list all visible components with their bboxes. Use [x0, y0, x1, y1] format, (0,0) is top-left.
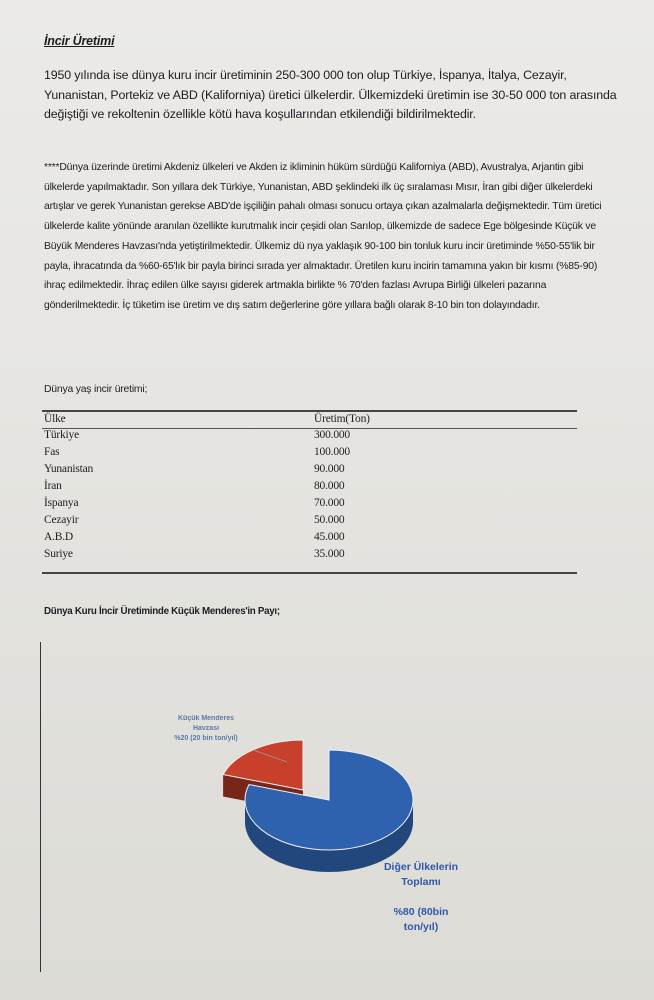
table-row: [42, 514, 577, 530]
table-row: [42, 531, 577, 547]
table-row: [42, 548, 577, 564]
table-caption: Dünya yaş incir üretimi;: [44, 384, 148, 395]
pie-chart-frame: [40, 642, 611, 972]
table-cell-country: Suriye: [44, 548, 73, 560]
intro-paragraph: 1950 yılında ise dünya kuru incir üretiminin 250-300 000 ton olup Türkiye, İspanya, İtalya, Cezayir, Yunanistan, Portekiz ve ABD (Kaliforniya) üretici ülkelerdir. Ülkemizdeki üretimin ise 30-50 000 ton arasında değiştiği ve rekoltenin özellikle kötü hava koşullarından etkilendiği bildirilmektedir.: [44, 68, 617, 121]
table-cell-country: Fas: [44, 446, 60, 458]
table-top-rule: [42, 410, 577, 412]
small-slice-label-line: %20 (20 bin ton/yıl): [174, 735, 238, 742]
table-row: [42, 480, 577, 496]
table-header-production: Üretim(Ton): [314, 413, 370, 425]
table-bottom-rule: [42, 572, 577, 574]
table-row: [42, 429, 577, 445]
table-cell-production: 50.000: [314, 514, 345, 526]
table-cell-production: 80.000: [314, 480, 345, 492]
large-slice-label-spacer: [351, 890, 491, 905]
table-header-country: Ülke: [44, 413, 66, 425]
large-slice-label-line: Diğer Ülkelerin: [383, 861, 459, 873]
large-slice-label-line: Toplamı: [401, 876, 441, 888]
table-row: [42, 463, 577, 479]
large-slice-label-line: ton/yıl): [403, 921, 439, 933]
production-table: [42, 410, 577, 576]
small-slice-label: [141, 714, 271, 744]
small-slice-label-line: Küçük Menderes: [177, 715, 235, 722]
table-cell-country: İran: [44, 480, 62, 492]
table-cell-production: 300.000: [314, 429, 350, 441]
chart-caption: Dünya Kuru İncir Üretiminde Küçük Menderes'in Payı;: [44, 606, 280, 617]
table-cell-production: 90.000: [314, 463, 345, 475]
table-cell-country: Yunanistan: [44, 463, 94, 475]
small-slice-label-line: Havzası: [192, 725, 220, 732]
detail-paragraph: ****Dünya üzerinde üretimi Akdeniz ülkeleri ve Akden iz ikliminin hüküm sürdüğü Kaliforniya (ABD), Avustralya, Arjantin gibi ülkelerde yapılmaktadır. Son yıllara dek Türkiye, Yunanistan, ABD şeklindeki ilk üç sıralaması Mısır, İran gibi diğer ülkelerdeki artışlar ve gerek Yunanistan gerekse ABD'de işçiliğin pahalı olması sonucu ortaya çıkan azalmalarla değişmektedir. Tüm üretici ülkelerde kalite yönünde aranılan özellikte kurutmalık incir çeşidi olan Sarılop, ülkemizde de sadece Ege bölgesinde Küçük ve Büyük Menderes Havzası'nda yetiştirilmektedir. Ülkemiz dü nya yaklaşık 90-100 bin tonluk kuru incir üretiminde %50-55'lik bir payla, ihracatında da %60-65'lık bir payla birinci sırada yer almaktadır. Üretilen kuru incirin tamamına yakın bir kısmı (%85-90) ihraç edilmektedir. İhraç edilen ülke sayısı giderek artmakla birlikte % 70'den fazlası Avrupa Birliği ülkeleri pazarına gönderilmektedir. İç tüketim ise üretim ve dış satım değerlerine göre yıllara bağlı olarak 8-10 bin ton dolayındadır.: [44, 162, 602, 311]
table-cell-production: 70.000: [314, 497, 345, 509]
page-title: İncir Üretimi: [44, 34, 115, 48]
large-slice-label: [351, 860, 491, 935]
table-cell-country: Cezayir: [44, 514, 79, 526]
table-cell-production: 45.000: [314, 531, 345, 543]
table-cell-production: 35.000: [314, 548, 345, 560]
table-cell-country: İspanya: [44, 497, 79, 509]
table-row: [42, 497, 577, 513]
table-cell-production: 100.000: [314, 446, 350, 458]
table-cell-country: A.B.D: [44, 531, 74, 543]
large-slice-label-line: %80 (80bin: [393, 906, 449, 918]
table-cell-country: Türkiye: [44, 429, 80, 441]
table-row: [42, 446, 577, 462]
pie-chart: [41, 642, 611, 972]
